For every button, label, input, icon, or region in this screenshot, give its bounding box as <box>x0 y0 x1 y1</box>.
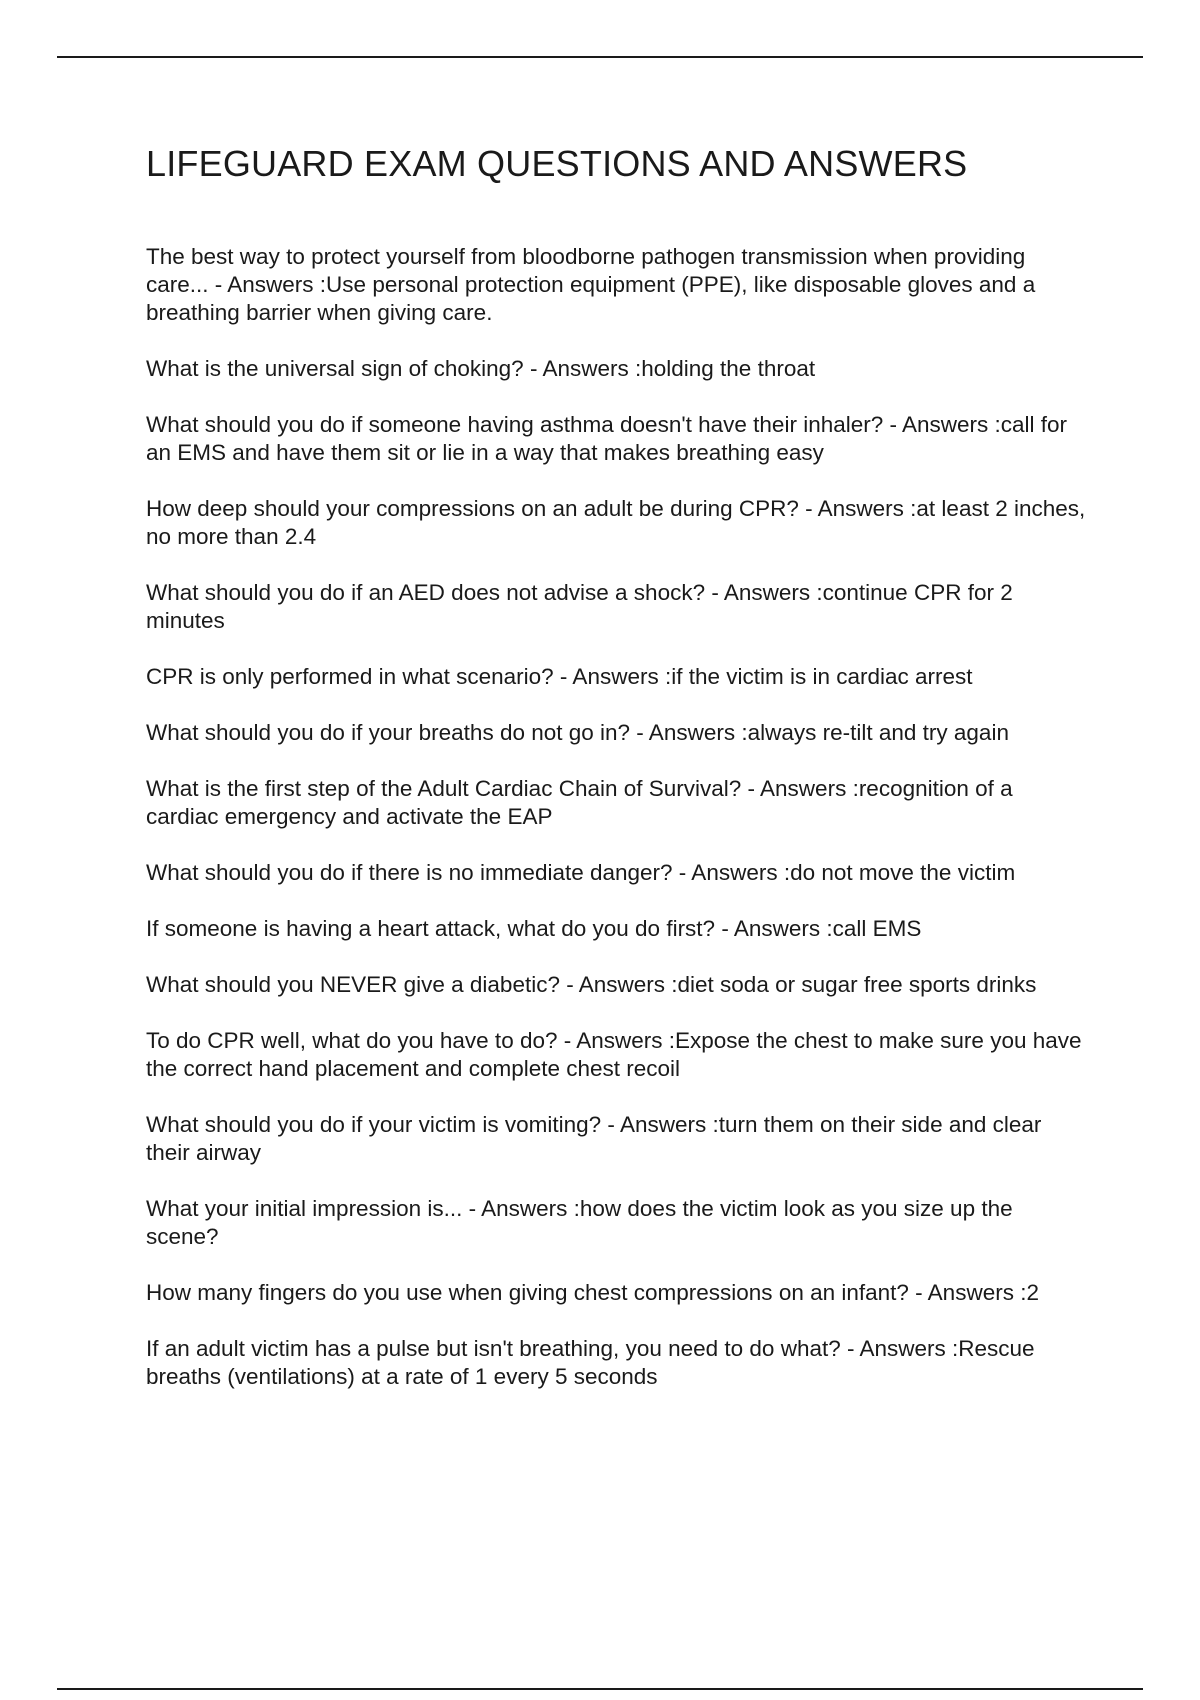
qa-item: What is the first step of the Adult Cardiac Chain of Survival? - Answers :recognition of a cardiac emergency and activate the EAP <box>146 776 1013 829</box>
qa-item: What should you do if there is no immediate danger? - Answers :do not move the victim <box>146 860 1016 885</box>
bottom-rule <box>57 1688 1143 1690</box>
qa-item: What should you do if your victim is vomiting? - Answers :turn them on their side and clear their airway <box>146 1112 1042 1165</box>
qa-item: If someone is having a heart attack, what do you do first? - Answers :call EMS <box>146 916 922 941</box>
qa-item: To do CPR well, what do you have to do? - Answers :Expose the chest to make sure you have the correct hand placement and complete chest recoil <box>146 1028 1082 1081</box>
qa-item: The best way to protect yourself from bloodborne pathogen transmission when providing care... - Answers :Use personal protection equipment (PPE), like disposable gloves and a breathing barrier when giving care. <box>146 244 1036 325</box>
qa-list <box>146 243 1086 1419</box>
qa-item: What is the universal sign of choking? - Answers :holding the throat <box>146 356 816 381</box>
qa-item: If an adult victim has a pulse but isn't breathing, you need to do what? - Answers :Rescue breaths (ventilations) at a rate of 1 every 5 seconds <box>146 1336 1035 1389</box>
qa-item: What should you do if your breaths do not go in? - Answers :always re-tilt and try again <box>146 720 1009 745</box>
qa-item: What your initial impression is... - Answers :how does the victim look as you size up the scene? <box>146 1196 1013 1249</box>
top-rule <box>57 56 1143 58</box>
qa-item: How deep should your compressions on an adult be during CPR? - Answers :at least 2 inches, no more than 2.4 <box>146 496 1086 549</box>
qa-item: What should you NEVER give a diabetic? - Answers :diet soda or sugar free sports drinks <box>146 972 1037 997</box>
page-title: LIFEGUARD EXAM QUESTIONS AND ANSWERS <box>146 143 968 184</box>
qa-item: How many fingers do you use when giving chest compressions on an infant? - Answers :2 <box>146 1280 1039 1305</box>
qa-item: What should you do if someone having asthma doesn't have their inhaler? - Answers :call for an EMS and have them sit or lie in a way that makes breathing easy <box>146 412 1068 465</box>
qa-item: CPR is only performed in what scenario? - Answers :if the victim is in cardiac arrest <box>146 664 973 689</box>
qa-item: What should you do if an AED does not advise a shock? - Answers :continue CPR for 2 minutes <box>146 580 1013 633</box>
